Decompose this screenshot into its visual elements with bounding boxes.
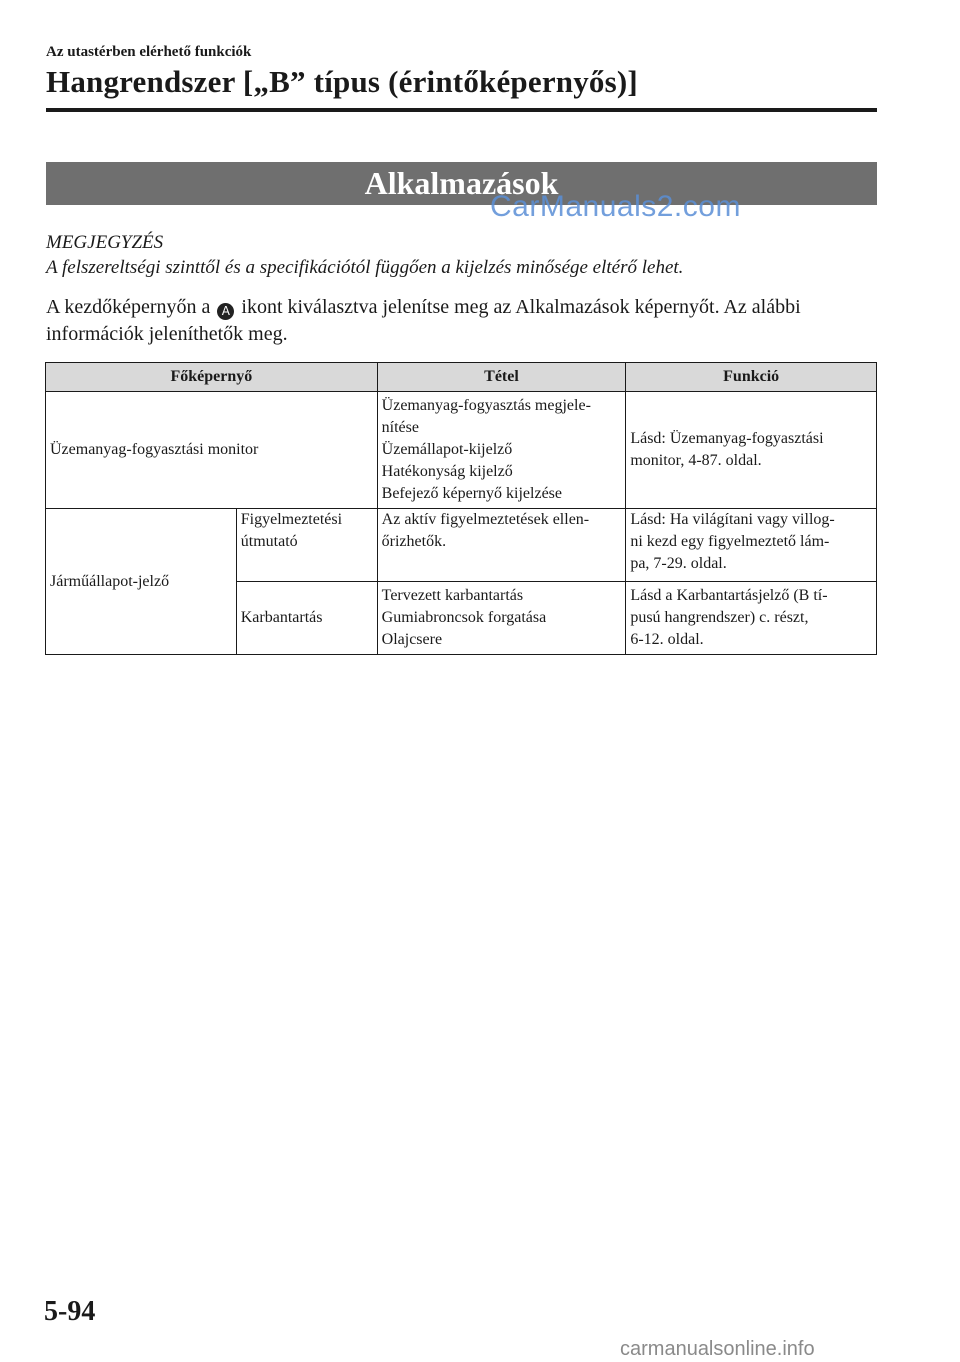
cell-line: Tervezett karbantartás	[381, 587, 524, 604]
cell-line: pusú hangrendszer) c. részt,	[630, 609, 809, 626]
cell-line: pa, 7-29. oldal.	[630, 555, 727, 572]
cell-line: Az aktív figyelmeztetések ellen-	[381, 511, 590, 528]
cell-line: Üzemanyag-fogyasztás megjele-	[381, 397, 591, 414]
section-heading: Alkalmazások	[46, 162, 877, 205]
cell-line: 6-12. oldal.	[630, 631, 704, 648]
cell-line: Lásd a Karbantartásjelző (B tí-	[630, 587, 828, 604]
cell-function-warning	[626, 509, 877, 582]
intro-text-before: A kezdőképernyőn a	[46, 296, 211, 318]
cell-line: Olajcsere	[381, 631, 443, 648]
chapter-title: Hangrendszer [„B” típus (érintőképernyős)]	[46, 64, 638, 99]
cell-main-vehicle	[46, 509, 237, 655]
cell-line: őrizhetők.	[381, 533, 447, 550]
cell-line: Gumiabroncsok forgatása	[381, 609, 547, 626]
cell-items-maintenance	[377, 582, 626, 655]
cell-function-fuel	[626, 392, 877, 509]
footer-site-mark: carmanualsonline.info	[620, 1338, 815, 1360]
cell-text: Karbantartás	[240, 609, 323, 626]
section-label: Az utastérben elérhető funkciók	[46, 44, 252, 60]
cell-items-fuel	[377, 392, 626, 509]
cell-line: monitor, 4-87. oldal.	[630, 452, 762, 469]
applications-table	[45, 362, 877, 655]
watermark: CarManuals2.com	[490, 190, 741, 223]
cell-text: Járműállapot-jelző	[50, 572, 170, 590]
intro-text-after: ikont kiválasztva jelenítse meg az Alkalmazások képernyőt. Az alábbi információk jeleníthetők meg.	[46, 296, 801, 345]
cell-line: Figyelmeztetési	[240, 511, 343, 528]
cell-line: Lásd: Ha világítani vagy villog-	[630, 511, 835, 528]
title-divider	[46, 108, 877, 112]
cell-line: ni kezd egy figyelmeztető lám-	[630, 533, 830, 550]
note-text: A felszereltségi szinttől és a specifikációtól függően a kijelzés minősége eltérő lehet.	[46, 257, 684, 278]
cell-function-maintenance	[626, 582, 877, 655]
cell-line: Befejező képernyő kijelzése	[381, 485, 563, 502]
cell-line: Üzemállapot-kijelző	[381, 441, 513, 458]
cell-text: Üzemanyag-fogyasztási monitor	[50, 441, 259, 458]
note-label: MEGJEGYZÉS	[46, 232, 164, 253]
cell-sub-maintenance	[236, 582, 377, 655]
intro-paragraph	[46, 294, 866, 348]
header-main-screen: Főképernyő	[46, 363, 378, 392]
cell-sub-warning	[236, 509, 377, 582]
cell-line: nítése	[381, 419, 419, 436]
header-item: Tétel	[377, 363, 626, 392]
cell-main-fuel	[46, 392, 378, 509]
cell-line: Hatékonyság kijelző	[381, 463, 513, 480]
header-function: Funkció	[626, 363, 877, 392]
cell-items-warning	[377, 509, 626, 582]
table-row	[46, 392, 877, 509]
cell-line: útmutató	[240, 533, 298, 550]
cell-line: Lásd: Üzemanyag-fogyasztási	[630, 430, 824, 447]
table-row	[46, 509, 877, 582]
applications-icon: A	[217, 303, 234, 320]
table-header-row	[46, 363, 877, 392]
page-number: 5-94	[44, 1296, 96, 1327]
